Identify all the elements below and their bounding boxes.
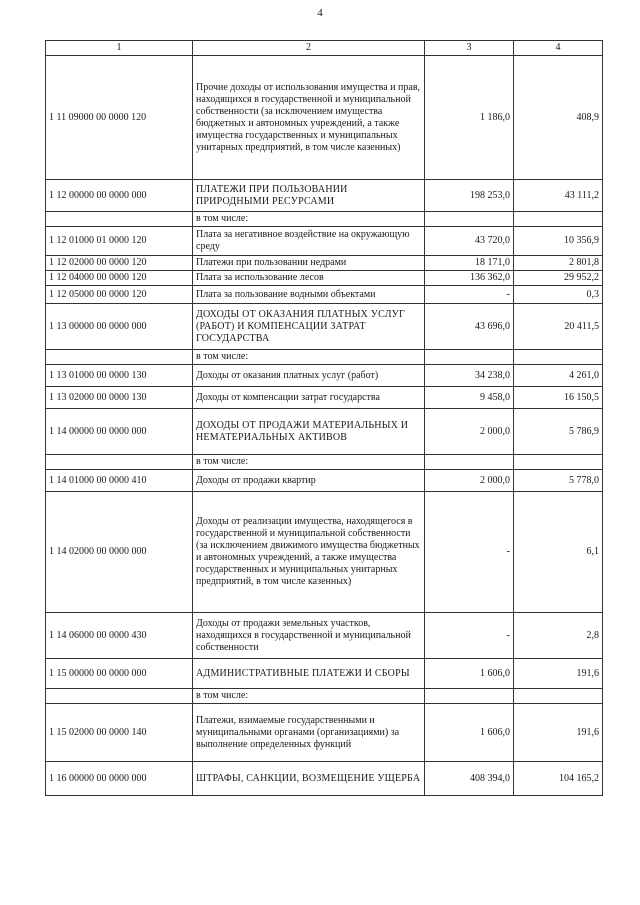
actual-amount-cell	[514, 455, 603, 470]
table-row	[46, 212, 603, 227]
table-row	[46, 56, 603, 180]
page-number: 4	[317, 7, 323, 19]
planned-amount-cell: 18 171,0	[425, 256, 514, 271]
planned-amount-cell: -	[425, 613, 514, 659]
header-col-3: 3	[425, 41, 514, 56]
revenue-name-cell: в том числе:	[193, 455, 425, 470]
table-header-row	[46, 41, 603, 56]
actual-amount-cell: 2,8	[514, 613, 603, 659]
planned-amount-cell: -	[425, 286, 514, 304]
table-row	[46, 492, 603, 613]
revenue-name-cell: Платежи при пользовании недрами	[193, 256, 425, 271]
revenue-name-cell: Доходы от компенсации затрат государства	[193, 387, 425, 409]
classification-code-cell: 1 12 00000 00 0000 000	[46, 180, 193, 212]
revenue-name-cell: ПЛАТЕЖИ ПРИ ПОЛЬЗОВАНИИ ПРИРОДНЫМИ РЕСУРСАМИ	[193, 180, 425, 212]
classification-code-cell	[46, 350, 193, 365]
classification-code-cell: 1 15 00000 00 0000 000	[46, 659, 193, 689]
actual-amount-cell: 2 801,8	[514, 256, 603, 271]
planned-amount-cell	[425, 689, 514, 704]
revenue-name-cell: в том числе:	[193, 350, 425, 365]
planned-amount-cell: 136 362,0	[425, 271, 514, 286]
classification-code-cell	[46, 455, 193, 470]
planned-amount-cell: 198 253,0	[425, 180, 514, 212]
planned-amount-cell: 1 606,0	[425, 659, 514, 689]
classification-code-cell: 1 13 01000 00 0000 130	[46, 365, 193, 387]
classification-code-cell: 1 12 04000 00 0000 120	[46, 271, 193, 286]
header-col-4: 4	[514, 41, 603, 56]
planned-amount-cell	[425, 350, 514, 365]
classification-code-cell: 1 14 06000 00 0000 430	[46, 613, 193, 659]
actual-amount-cell	[514, 212, 603, 227]
table-row	[46, 286, 603, 304]
revenue-name-cell: Плата за негативное воздействие на окружающую среду	[193, 227, 425, 256]
table-row	[46, 227, 603, 256]
revenue-name-cell: Платежи, взимаемые государственными и муниципальными органами (организациями) за выполнение определенных функций	[193, 704, 425, 762]
revenue-name-cell: Доходы от продажи земельных участков, находящихся в государственной и муниципальной собственности	[193, 613, 425, 659]
classification-code-cell: 1 14 00000 00 0000 000	[46, 409, 193, 455]
table-row	[46, 256, 603, 271]
revenue-name-cell: Доходы от продажи квартир	[193, 470, 425, 492]
actual-amount-cell	[514, 350, 603, 365]
revenue-name-cell: ШТРАФЫ, САНКЦИИ, ВОЗМЕЩЕНИЕ УЩЕРБА	[193, 762, 425, 796]
actual-amount-cell: 29 952,2	[514, 271, 603, 286]
classification-code-cell: 1 14 02000 00 0000 000	[46, 492, 193, 613]
table-row	[46, 180, 603, 212]
table-body	[46, 56, 603, 796]
planned-amount-cell: 408 394,0	[425, 762, 514, 796]
planned-amount-cell	[425, 455, 514, 470]
actual-amount-cell: 16 150,5	[514, 387, 603, 409]
table-row	[46, 689, 603, 704]
planned-amount-cell: 9 458,0	[425, 387, 514, 409]
classification-code-cell: 1 15 02000 00 0000 140	[46, 704, 193, 762]
actual-amount-cell: 104 165,2	[514, 762, 603, 796]
actual-amount-cell: 5 778,0	[514, 470, 603, 492]
table-row	[46, 659, 603, 689]
actual-amount-cell: 43 111,2	[514, 180, 603, 212]
actual-amount-cell: 0,3	[514, 286, 603, 304]
revenue-name-cell: в том числе:	[193, 212, 425, 227]
planned-amount-cell: 1 606,0	[425, 704, 514, 762]
header-col-2: 2	[193, 41, 425, 56]
planned-amount-cell: 34 238,0	[425, 365, 514, 387]
table-row	[46, 350, 603, 365]
revenue-name-cell: Доходы от оказания платных услуг (работ)	[193, 365, 425, 387]
revenue-table	[45, 40, 603, 796]
revenue-name-cell: Прочие доходы от использования имущества и прав, находящихся в государственной и муниципальной собственности (за исключением имущества бюджетных и автономных учреждений, а также имущества государственных и муниципальных унитарных предприятий, в том числе казенных)	[193, 56, 425, 180]
classification-code-cell: 1 11 09000 00 0000 120	[46, 56, 193, 180]
table-row	[46, 455, 603, 470]
table-row	[46, 704, 603, 762]
revenue-name-cell: ДОХОДЫ ОТ ПРОДАЖИ МАТЕРИАЛЬНЫХ И НЕМАТЕРИАЛЬНЫХ АКТИВОВ	[193, 409, 425, 455]
actual-amount-cell	[514, 689, 603, 704]
actual-amount-cell: 10 356,9	[514, 227, 603, 256]
actual-amount-cell: 191,6	[514, 704, 603, 762]
planned-amount-cell: 43 696,0	[425, 304, 514, 350]
actual-amount-cell: 408,9	[514, 56, 603, 180]
planned-amount-cell: 2 000,0	[425, 409, 514, 455]
table-row	[46, 409, 603, 455]
actual-amount-cell: 20 411,5	[514, 304, 603, 350]
revenue-name-cell: Доходы от реализации имущества, находящегося в государственной и муниципальной собственности (за исключением движимого имущества бюджетных и автономных учреждений, а также имущества государственных и муниципальных унитарных предприятий, в том числе казенных)	[193, 492, 425, 613]
table-row	[46, 304, 603, 350]
table-row	[46, 365, 603, 387]
classification-code-cell: 1 13 00000 00 0000 000	[46, 304, 193, 350]
classification-code-cell: 1 14 01000 00 0000 410	[46, 470, 193, 492]
planned-amount-cell: 43 720,0	[425, 227, 514, 256]
planned-amount-cell	[425, 212, 514, 227]
planned-amount-cell: 2 000,0	[425, 470, 514, 492]
table-row	[46, 387, 603, 409]
table-row	[46, 271, 603, 286]
table-row	[46, 613, 603, 659]
table-row	[46, 762, 603, 796]
classification-code-cell	[46, 212, 193, 227]
actual-amount-cell: 6,1	[514, 492, 603, 613]
actual-amount-cell: 191,6	[514, 659, 603, 689]
revenue-name-cell: АДМИНИСТРАТИВНЫЕ ПЛАТЕЖИ И СБОРЫ	[193, 659, 425, 689]
classification-code-cell: 1 16 00000 00 0000 000	[46, 762, 193, 796]
revenue-name-cell: ДОХОДЫ ОТ ОКАЗАНИЯ ПЛАТНЫХ УСЛУГ (РАБОТ) И КОМПЕНСАЦИИ ЗАТРАТ ГОСУДАРСТВА	[193, 304, 425, 350]
table-row	[46, 470, 603, 492]
revenue-name-cell: Плата за пользование водными объектами	[193, 286, 425, 304]
classification-code-cell: 1 12 02000 00 0000 120	[46, 256, 193, 271]
actual-amount-cell: 4 261,0	[514, 365, 603, 387]
revenue-name-cell: в том числе:	[193, 689, 425, 704]
classification-code-cell: 1 13 02000 00 0000 130	[46, 387, 193, 409]
planned-amount-cell: -	[425, 492, 514, 613]
planned-amount-cell: 1 186,0	[425, 56, 514, 180]
header-col-1: 1	[46, 41, 193, 56]
classification-code-cell	[46, 689, 193, 704]
classification-code-cell: 1 12 01000 01 0000 120	[46, 227, 193, 256]
revenue-name-cell: Плата за использование лесов	[193, 271, 425, 286]
classification-code-cell: 1 12 05000 00 0000 120	[46, 286, 193, 304]
actual-amount-cell: 5 786,9	[514, 409, 603, 455]
